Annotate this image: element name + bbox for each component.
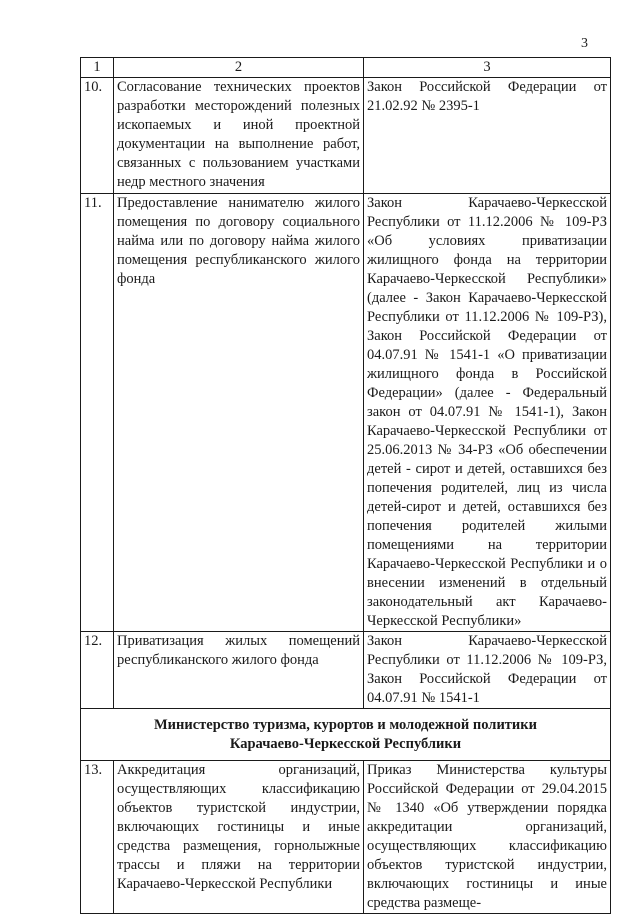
section-title-line-1: Министерство туризма, курортов и молодежной политики — [154, 717, 537, 733]
header-col-3: 3 — [364, 58, 611, 78]
table-row — [81, 761, 611, 914]
row-number: 10. — [81, 78, 114, 194]
header-col-1: 1 — [81, 58, 114, 78]
service-name: Согласование технических проектов разработки месторождений полезных ископаемых и иной проектной документации на выполнение работ, связанных с пользованием участками недр местного значения — [114, 78, 364, 194]
service-name: Аккредитация организаций, осуществляющих классификацию объектов туристской индустрии, включающих гостиницы и иные средства размещения, горнолыжные трассы и пляжи на территории Карачаево-Черкесской Республики — [114, 761, 364, 914]
legal-basis: Закон Российской Федерации от 21.02.92 № 2395-1 — [364, 78, 611, 194]
table-row — [81, 194, 611, 632]
service-name: Приватизация жилых помещений республиканского жилого фонда — [114, 632, 364, 709]
section-header-row — [81, 709, 611, 761]
page-number: 3 — [581, 36, 588, 51]
header-col-2: 2 — [114, 58, 364, 78]
section-title-line-2: Карачаево-Черкесской Республики — [229, 736, 462, 752]
table-row — [81, 632, 611, 709]
table-header-row — [81, 58, 611, 78]
legal-basis: Приказ Министерства культуры Российской Федерации от 29.04.2015 № 1340 «Об утверждении порядка аккредитации организаций, осуществляющих классификацию объектов туристской индустрии, включающих гостиницы и иные средства размеще- — [364, 761, 611, 914]
row-number: 11. — [81, 194, 114, 632]
section-header — [81, 709, 611, 761]
row-number: 12. — [81, 632, 114, 709]
legal-basis: Закон Карачаево-Черкесской Республики от 11.12.2006 № 109-РЗ, Закон Российской Федерации от 04.07.91 № 1541-1 — [364, 632, 611, 709]
legal-basis: Закон Карачаево-Черкесской Республики от 11.12.2006 № 109-РЗ «Об условиях приватизации жилищного фонда на территории Карачаево-Черкесской Республики» (далее - Закон Карачаево-Черкесской Республики от 11.12.2006 № 109-РЗ), Закон Российской Федерации от 04.07.91 № 1541-1 «О приватизации жилищного фонда в Российской Федерации» (далее - Федеральный закон от 04.07.91 № 1541-1), Закон Карачаево-Черкесской Республики от 25.06.2013 № 34-РЗ «Об обеспечении детей - сирот и детей, оставшихся без попечения родителей, лиц из числа детей-сирот и детей, оставшихся без попечения родителей жилыми помещениями на территории Карачаево-Черкесской Республики и о внесении изменений в отдельный законодательный акт Карачаево-Черкесской Республики» — [364, 194, 611, 632]
table-row — [81, 78, 611, 194]
service-name: Предоставление нанимателю жилого помещения по договору социального найма или по договору найма жилого помещения республиканского жилого фонда — [114, 194, 364, 632]
services-table — [80, 57, 611, 914]
row-number: 13. — [81, 761, 114, 914]
